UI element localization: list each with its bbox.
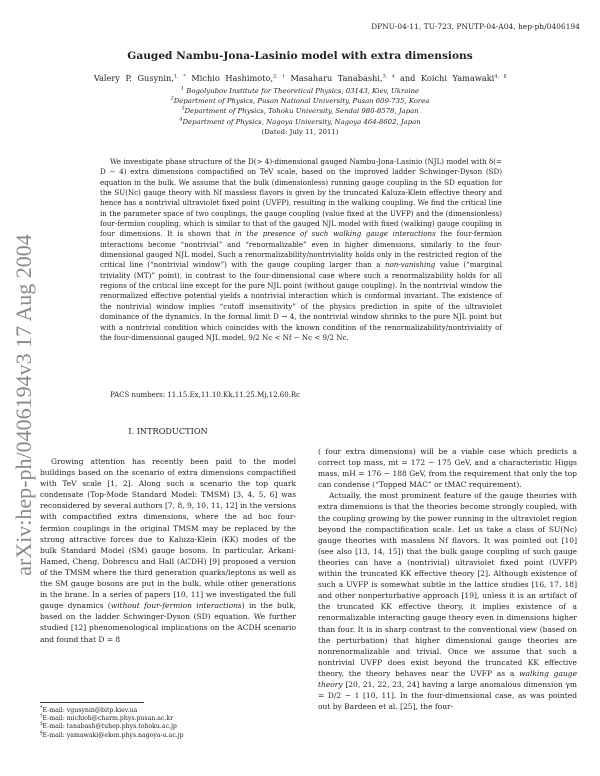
- paragraph: Actually, the most prominent feature of the gauge theories with extra dimensions is that the theories become strongly coupled, with the coupling growing by the power running in the ultraviolet region beyond the compactification scale. Let us take a class of SU(Nc) gauge theories with massless Nf flavors. It was pointed out [10] (see also [13, 14, 15]) that the bulk gauge coupling of such gauge theories can have a (nontrivial) ultraviolet fixed point (UVFP) within the truncated KK effective theory [2]. Although existence of such a UVFP is somewhat subtle in the lattice studies [16, 17, 18] and other nonperturbative approach [19], unless it is an artifact of the truncated KK effective theory, it implies existence of a renormalizable interacting gauge theory even in dimensions higher than four. It is in sharp contrast to the conventional view (based on the perturbation) that higher dimensional gauge theories are nonrenormalizable and trivial. Once we assume that such a nontrivial UVFP does exist beyond the truncated KK effective theory, the theory behaves near the UVFP as a walking gauge theory [20, 21, 22, 23, 24] having a large anomalous dimension γm = D/2 − 1 [10, 11]. In the four-dimensional case, as was pointed out by Bardeen et al. [25], the four-: [318, 491, 578, 712]
- section-heading: I. INTRODUCTION: [128, 426, 208, 436]
- author-mark: 2, †: [273, 73, 285, 80]
- footnotes: [40, 704, 184, 740]
- affiliation-line: $^3$Department of Physics, Tohoku University, Sendai 980-8578, Japan: [181, 106, 419, 116]
- pacs-numbers: PACS numbers: 11.15.Ex,11.10.Kk,11.25.Mj,12.60.Rc: [110, 391, 301, 399]
- right-column: [318, 446, 577, 712]
- paper-title: Gauged Nambu-Jona-Lasinio model with extra dimensions: [127, 50, 473, 62]
- paragraph: Growing attention has recently been paid to the model buildings based on the scenario of extra dimensions compactified with TeV scale [1, 2]. Along such a scenario the top quark condensate (Top-Mode Standard Model: TMSM) [3, 4, 5, 6] was reconsidered by several authors [7, 8, 9, 10, 11, 12] in the versions with compactified extra dimensions, where the ad hoc four-fermion couplings in the original TMSM may be replaced by the strong attractive forces due to Kaluza-Klein (KK) modes of the bulk Standard Model (SM) gauge bosons. In particular, Arkani-Hamed, Cheng, Dobrescu and Hall (ACDH) [9] proposed a version of the TMSM where the third generation quarks/leptons as well as the SM gauge bosons are put in the bulk, while other generations in the brane. In a series of papers [10, 11] we investigated the full gauge dynamics (without four-fermion interactions) in the bulk, based on the ladder Schwinger-Dyson (SD) equation. We further studied [12] phenomenological implications on the ACDH scenario and found that D = 8: [40, 457, 296, 644]
- footnote-rule: [40, 702, 144, 703]
- abstract-emphasis: non-vanishing: [384, 260, 436, 270]
- footnote: †E-mail: michioh@charm.phys.pusan.ac.kr: [40, 713, 174, 723]
- author-list: [0, 73, 600, 83]
- affiliations: [0, 86, 600, 137]
- author-name: Valery P. Gusynin,: [93, 73, 174, 83]
- author-mark: 4, §: [494, 73, 507, 80]
- left-column: [40, 456, 296, 645]
- abstract-text: value (“marginal triviality (MT)” point), in contrast to the four-dimensional case where such a renormalizability holds for all regions of the critical line except for the pure NJL point (without gauge coupling). In the nontrivial window the renormalized effective potential yields a nontrivial interaction which is conformal invariant. The existence of the nontrivial window implies “cutoff insensitivity” of the physics prediction in spite of the ultraviolet dominance of the dynamics. In the formal limit D → 4, the nontrivial window shrinks to the pure NJL point but with a nontrivial condition which coincides with the known condition of the renormalizability/nontriviality of the four-dimensional gauged NJL model, 9/2 Nc < Nf − Nc < 9/2 Nc.: [100, 260, 502, 342]
- paragraph: ( four extra dimensions) will be a viable case which predicts a correct top mass, mt = 172 − 175 GeV, and a characteristic Higgs mass, mH = 176 − 188 GeV, from the requirement that only the top can condense (“Topped MAC” or tMAC requirement).: [318, 447, 577, 490]
- author-name: and Koichi Yamawaki: [400, 73, 495, 83]
- date-line: (Dated: July 11, 2011): [261, 127, 339, 136]
- abstract-text: the four-fermion interactions become “nontrivial” and “renormalizable” even in higher dimensions, similarly to the four-dimensional gauged NJL model. Such a renormalizability/nontriviality holds only in the restricted region of the critical line (“nontrivial window”) with the gauge coupling larger than a: [100, 229, 502, 270]
- author-name: Michio Hashimoto,: [191, 73, 274, 83]
- footnote: ‡E-mail: tanabash@tuhep.phys.tohoku.ac.jp: [40, 721, 177, 731]
- arxiv-stamp-text: arXiv:hep-ph/0406194v3 17 Aug 2004: [11, 234, 36, 576]
- arxiv-stamp: [4, 220, 44, 590]
- affiliation-line: $^4$Department of Physics, Nagoya University, Nagoya 464-8602, Japan: [179, 116, 421, 126]
- footnote: §E-mail: yamawaki@eken.phys.nagoya-u.ac.jp: [40, 729, 184, 739]
- abstract: [100, 157, 502, 343]
- preprint-numbers: DPNU-04-11, TU-723, PNUTP-04-A04, hep-ph/0406194: [371, 22, 580, 31]
- abstract-text: We investigate phase structure of the D(> 4)-dimensional gauged Nambu-Jona-Lasinio (NJL) model with δ(= D − 4) extra dimensions compactified on TeV scale, based on the improved ladder Schwinger-Dyson (SD) equation in the bulk. We assume that the bulk (dimensionless) running gauge coupling in the SD equation for the SU(Nc) gauge theory with Nf massless flavors is given by the truncated Kaluza-Klein effective theory and hence has a nontrivial ultraviolet fixed point (UVFP), resulting in the walking coupling. We find the critical line in the parameter space of two couplings, the gauge coupling (value fixed at the UVFP) and the (dimensionless) four-fermion coupling, which is similar to that of the gauged NJL model with fixed (walking) gauge coupling in four dimensions. It is shown that: [100, 157, 502, 239]
- author-mark: 3, ‡: [382, 73, 395, 80]
- author-mark: 1, *: [173, 73, 186, 80]
- footnote: *E-mail: vgusynin@bitp.kiev.ua: [40, 704, 138, 714]
- affiliation-line: $^2$Department of Physics, Pusan National University, Pusan 609-735, Korea: [170, 95, 430, 106]
- abstract-emphasis: in the presence of such walking gauge interactions: [234, 229, 436, 239]
- affiliation-line: $^1$ Bogolyubov Institute for Theoretical Physics, 03143, Kiev, Ukraine: [180, 85, 420, 95]
- author-name: Masaharu Tanabashi,: [290, 73, 383, 83]
